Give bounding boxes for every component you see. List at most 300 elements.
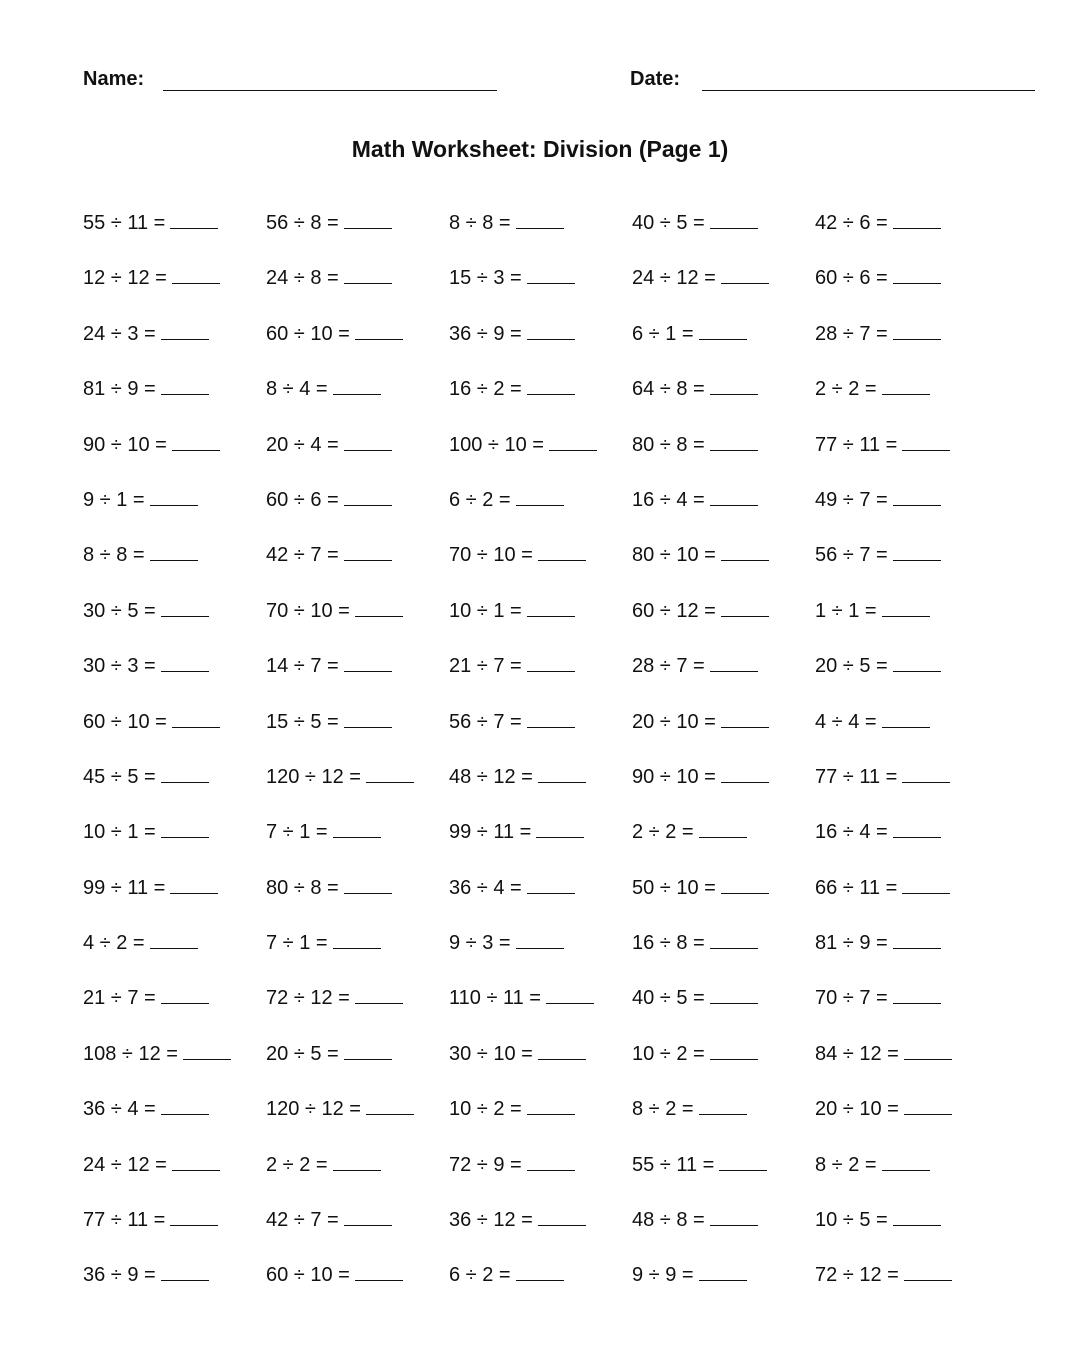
problem-item	[266, 321, 403, 347]
answer-blank[interactable]	[710, 432, 758, 451]
problem-text: 10 ÷ 2 =	[632, 1042, 705, 1065]
problem-text: 36 ÷ 4 =	[83, 1098, 156, 1121]
answer-blank[interactable]	[893, 653, 941, 672]
answer-blank[interactable]	[893, 487, 941, 506]
problem-item	[449, 210, 564, 236]
problem-text: 24 ÷ 12 =	[632, 267, 716, 290]
problem-item	[83, 1041, 231, 1067]
problem-item	[815, 1262, 952, 1288]
problem-item	[632, 1152, 767, 1178]
problem-item	[815, 1152, 930, 1178]
date-field[interactable]	[702, 90, 1035, 91]
answer-blank[interactable]	[344, 1207, 392, 1226]
problem-text: 12 ÷ 12 =	[83, 267, 167, 290]
problem-row	[83, 875, 1023, 930]
answer-blank[interactable]	[882, 1152, 930, 1171]
problem-text: 6 ÷ 2 =	[449, 1264, 511, 1287]
answer-blank[interactable]	[333, 376, 381, 395]
problem-text: 60 ÷ 6 =	[815, 267, 888, 290]
answer-blank[interactable]	[536, 819, 584, 838]
answer-blank[interactable]	[161, 376, 209, 395]
problem-item	[815, 875, 950, 901]
answer-blank[interactable]	[710, 376, 758, 395]
problem-text: 4 ÷ 2 =	[83, 932, 145, 955]
answer-blank[interactable]	[710, 1207, 758, 1226]
problem-row	[83, 265, 1023, 320]
problem-item	[83, 1152, 220, 1178]
problem-text: 60 ÷ 10 =	[266, 322, 350, 345]
problem-item	[83, 875, 218, 901]
answer-blank[interactable]	[355, 1262, 403, 1281]
problem-text: 30 ÷ 5 =	[83, 599, 156, 622]
problem-row	[83, 1262, 1023, 1317]
problem-text: 40 ÷ 5 =	[632, 212, 705, 234]
answer-blank[interactable]	[904, 1041, 952, 1060]
problem-text: 45 ÷ 5 =	[83, 765, 156, 788]
problem-item	[815, 709, 930, 735]
problem-text: 42 ÷ 7 =	[266, 1209, 339, 1232]
problem-text: 48 ÷ 12 =	[449, 765, 533, 788]
problem-text: 8 ÷ 4 =	[266, 378, 328, 401]
problem-item	[815, 210, 941, 236]
problem-text: 28 ÷ 7 =	[815, 322, 888, 345]
problem-item	[632, 210, 758, 236]
problem-item	[266, 709, 392, 735]
problem-item	[83, 542, 198, 568]
problem-item	[449, 709, 575, 735]
problem-item	[83, 985, 209, 1011]
problem-item	[632, 376, 758, 402]
problem-item	[83, 321, 209, 347]
answer-blank[interactable]	[161, 1096, 209, 1115]
problem-text: 9 ÷ 3 =	[449, 932, 511, 955]
problem-text: 60 ÷ 6 =	[266, 488, 339, 511]
answer-blank[interactable]	[150, 542, 198, 561]
answer-blank[interactable]	[355, 598, 403, 617]
problem-item	[449, 542, 586, 568]
problem-text: 120 ÷ 12 =	[266, 1098, 361, 1121]
answer-blank[interactable]	[893, 265, 941, 284]
problem-text: 16 ÷ 8 =	[632, 932, 705, 955]
problem-text: 40 ÷ 5 =	[632, 987, 705, 1010]
answer-blank[interactable]	[344, 653, 392, 672]
answer-blank[interactable]	[161, 598, 209, 617]
answer-blank[interactable]	[527, 1152, 575, 1171]
problem-text: 21 ÷ 7 =	[449, 655, 522, 678]
problem-item	[449, 1152, 575, 1178]
problem-text: 20 ÷ 4 =	[266, 433, 339, 456]
problem-item	[449, 487, 564, 513]
problem-text: 9 ÷ 1 =	[83, 488, 145, 511]
problem-row	[83, 709, 1023, 764]
problem-item	[449, 764, 586, 790]
answer-blank[interactable]	[172, 432, 220, 451]
problem-item	[266, 930, 381, 956]
problem-item	[266, 1262, 403, 1288]
problem-row	[83, 985, 1023, 1040]
problem-text: 77 ÷ 11 =	[83, 1209, 166, 1232]
problem-text: 72 ÷ 9 =	[449, 1153, 522, 1176]
answer-blank[interactable]	[699, 1096, 747, 1115]
problem-row	[83, 542, 1023, 597]
problem-text: 20 ÷ 10 =	[815, 1098, 899, 1121]
problem-item	[449, 819, 584, 845]
problem-item	[632, 321, 747, 347]
problem-item	[815, 265, 941, 291]
problem-item	[266, 1096, 414, 1122]
problem-text: 10 ÷ 5 =	[815, 1209, 888, 1232]
problem-text: 10 ÷ 2 =	[449, 1098, 522, 1121]
problem-text: 16 ÷ 4 =	[632, 488, 705, 511]
problem-item	[266, 265, 392, 291]
answer-blank[interactable]	[721, 265, 769, 284]
problem-text: 81 ÷ 9 =	[83, 378, 156, 401]
problem-text: 70 ÷ 10 =	[449, 544, 533, 567]
answer-blank[interactable]	[172, 709, 220, 728]
problem-text: 36 ÷ 12 =	[449, 1209, 533, 1232]
answer-blank[interactable]	[161, 653, 209, 672]
problem-text: 48 ÷ 8 =	[632, 1209, 705, 1232]
problem-text: 60 ÷ 10 =	[266, 1264, 350, 1287]
answer-blank[interactable]	[902, 432, 950, 451]
problem-text: 56 ÷ 7 =	[449, 710, 522, 733]
problem-item	[266, 487, 392, 513]
answer-blank[interactable]	[172, 265, 220, 284]
problem-text: 81 ÷ 9 =	[815, 932, 888, 955]
answer-blank[interactable]	[172, 1152, 220, 1171]
problem-text: 36 ÷ 4 =	[449, 876, 522, 899]
answer-blank[interactable]	[355, 985, 403, 1004]
answer-blank[interactable]	[893, 542, 941, 561]
answer-blank[interactable]	[161, 985, 209, 1004]
problem-text: 77 ÷ 11 =	[815, 433, 898, 456]
answer-blank[interactable]	[516, 930, 564, 949]
answer-blank[interactable]	[527, 709, 575, 728]
problem-text: 24 ÷ 3 =	[83, 322, 156, 345]
problem-text: 49 ÷ 7 =	[815, 488, 888, 511]
problem-text: 1 ÷ 1 =	[815, 599, 877, 622]
problem-item	[266, 653, 392, 679]
problem-item	[83, 709, 220, 735]
answer-blank[interactable]	[161, 764, 209, 783]
problem-item	[266, 432, 392, 458]
problem-text: 64 ÷ 8 =	[632, 378, 705, 401]
answer-blank[interactable]	[527, 376, 575, 395]
answer-blank[interactable]	[546, 985, 594, 1004]
page-title: Math Worksheet: Division (Page 1)	[351, 136, 729, 162]
problem-row	[83, 487, 1023, 542]
answer-blank[interactable]	[549, 432, 597, 451]
problem-text: 120 ÷ 12 =	[266, 765, 361, 788]
problem-item	[815, 542, 941, 568]
problem-text: 99 ÷ 11 =	[449, 821, 532, 844]
problem-text: 24 ÷ 12 =	[83, 1153, 167, 1176]
answer-blank[interactable]	[516, 1262, 564, 1281]
problem-item	[83, 1262, 209, 1288]
problem-item	[449, 930, 564, 956]
answer-blank[interactable]	[527, 321, 575, 340]
problem-item	[449, 321, 575, 347]
problem-item	[815, 1041, 952, 1067]
answer-blank[interactable]	[527, 598, 575, 617]
problem-text: 36 ÷ 9 =	[83, 1264, 156, 1287]
problem-item	[266, 542, 392, 568]
answer-blank[interactable]	[344, 709, 392, 728]
answer-blank[interactable]	[333, 819, 381, 838]
problem-item	[83, 930, 198, 956]
problem-item	[815, 819, 941, 845]
problem-item	[266, 764, 414, 790]
problem-row	[83, 1207, 1023, 1262]
problem-row	[83, 1152, 1023, 1207]
problem-text: 72 ÷ 12 =	[266, 987, 350, 1010]
answer-blank[interactable]	[516, 487, 564, 506]
answer-blank[interactable]	[355, 321, 403, 340]
answer-blank[interactable]	[333, 930, 381, 949]
answer-blank[interactable]	[344, 487, 392, 506]
problem-item	[632, 1096, 747, 1122]
problem-row	[83, 653, 1023, 708]
problem-item	[83, 487, 198, 513]
answer-blank[interactable]	[344, 1041, 392, 1060]
answer-blank[interactable]	[721, 542, 769, 561]
problem-text: 72 ÷ 12 =	[815, 1264, 899, 1287]
problem-item	[632, 1262, 747, 1288]
problem-item	[266, 1152, 381, 1178]
answer-blank[interactable]	[699, 321, 747, 340]
problem-text: 8 ÷ 2 =	[632, 1098, 694, 1121]
problem-item	[632, 432, 758, 458]
answer-blank[interactable]	[710, 930, 758, 949]
answer-blank[interactable]	[882, 598, 930, 617]
answer-blank[interactable]	[344, 432, 392, 451]
answer-blank[interactable]	[710, 985, 758, 1004]
answer-blank[interactable]	[527, 653, 575, 672]
date-label: Date:	[630, 68, 681, 90]
problem-text: 80 ÷ 10 =	[632, 544, 716, 567]
answer-blank[interactable]	[893, 819, 941, 838]
problem-item	[83, 819, 209, 845]
problem-row	[83, 598, 1023, 653]
answer-blank[interactable]	[904, 1096, 952, 1115]
problem-item	[632, 653, 758, 679]
problem-item	[83, 432, 220, 458]
answer-blank[interactable]	[893, 985, 941, 1004]
problem-text: 80 ÷ 8 =	[632, 433, 705, 456]
answer-blank[interactable]	[344, 542, 392, 561]
problem-text: 2 ÷ 2 =	[266, 1153, 328, 1176]
problem-row	[83, 210, 1023, 265]
answer-blank[interactable]	[516, 210, 564, 229]
answer-blank[interactable]	[721, 764, 769, 783]
problem-item	[815, 930, 941, 956]
answer-blank[interactable]	[366, 764, 414, 783]
problem-item	[266, 1207, 392, 1233]
problem-item	[815, 432, 950, 458]
answer-blank[interactable]	[366, 1096, 414, 1115]
problem-text: 60 ÷ 10 =	[83, 710, 167, 733]
problem-text: 30 ÷ 3 =	[83, 655, 156, 678]
problem-item	[83, 1096, 209, 1122]
problem-item	[266, 598, 403, 624]
answer-blank[interactable]	[161, 1262, 209, 1281]
answer-blank[interactable]	[150, 930, 198, 949]
answer-blank[interactable]	[538, 764, 586, 783]
answer-blank[interactable]	[333, 1152, 381, 1171]
problem-item	[632, 487, 758, 513]
problem-item	[83, 653, 209, 679]
answer-blank[interactable]	[721, 875, 769, 894]
problem-text: 66 ÷ 11 =	[815, 876, 898, 899]
problem-item	[632, 265, 769, 291]
problem-text: 6 ÷ 2 =	[449, 488, 511, 511]
problem-text: 77 ÷ 11 =	[815, 765, 898, 788]
problem-text: 36 ÷ 9 =	[449, 322, 522, 345]
problem-text: 55 ÷ 11 =	[83, 212, 166, 234]
problem-text: 24 ÷ 8 =	[266, 267, 339, 290]
answer-blank[interactable]	[710, 1041, 758, 1060]
problem-text: 14 ÷ 7 =	[266, 655, 339, 678]
problem-item	[815, 487, 941, 513]
problem-item	[632, 1041, 758, 1067]
problem-item	[449, 1262, 564, 1288]
problem-row	[83, 1041, 1023, 1096]
answer-blank[interactable]	[893, 930, 941, 949]
problem-item	[632, 1207, 758, 1233]
problem-item	[266, 985, 403, 1011]
problem-text: 7 ÷ 1 =	[266, 821, 328, 844]
answer-blank[interactable]	[344, 875, 392, 894]
answer-blank[interactable]	[344, 210, 392, 229]
problem-text: 28 ÷ 7 =	[632, 655, 705, 678]
problem-text: 42 ÷ 7 =	[266, 544, 339, 567]
problem-text: 8 ÷ 8 =	[83, 544, 145, 567]
problem-text: 100 ÷ 10 =	[449, 433, 544, 456]
problem-row	[83, 764, 1023, 819]
name-field[interactable]	[163, 90, 497, 91]
problem-item	[632, 819, 747, 845]
answer-blank[interactable]	[882, 376, 930, 395]
problem-text: 8 ÷ 8 =	[449, 212, 511, 234]
answer-blank[interactable]	[699, 819, 747, 838]
answer-blank[interactable]	[170, 210, 218, 229]
problem-item	[449, 265, 575, 291]
answer-blank[interactable]	[538, 1041, 586, 1060]
problem-text: 9 ÷ 9 =	[632, 1264, 694, 1287]
problem-item	[83, 265, 220, 291]
answer-blank[interactable]	[902, 764, 950, 783]
answer-blank[interactable]	[710, 653, 758, 672]
problem-item	[815, 764, 950, 790]
answer-blank[interactable]	[893, 321, 941, 340]
problem-text: 55 ÷ 11 =	[632, 1153, 715, 1176]
problem-text: 20 ÷ 5 =	[266, 1042, 339, 1065]
problem-item	[83, 598, 209, 624]
problem-row	[83, 432, 1023, 487]
problem-text: 2 ÷ 2 =	[815, 378, 877, 401]
problem-item	[449, 432, 597, 458]
answer-blank[interactable]	[527, 1096, 575, 1115]
answer-blank[interactable]	[699, 1262, 747, 1281]
problem-text: 99 ÷ 11 =	[83, 876, 166, 899]
answer-blank[interactable]	[527, 875, 575, 894]
answer-blank[interactable]	[538, 1207, 586, 1226]
answer-blank[interactable]	[710, 210, 758, 229]
problem-row	[83, 819, 1023, 874]
answer-blank[interactable]	[882, 709, 930, 728]
problem-item	[632, 875, 769, 901]
answer-blank[interactable]	[721, 709, 769, 728]
problem-text: 21 ÷ 7 =	[83, 987, 156, 1010]
answer-blank[interactable]	[183, 1041, 231, 1060]
problem-item	[449, 1096, 575, 1122]
answer-blank[interactable]	[170, 875, 218, 894]
answer-blank[interactable]	[538, 542, 586, 561]
problem-text: 7 ÷ 1 =	[266, 932, 328, 955]
problem-row	[83, 321, 1023, 376]
problem-text: 56 ÷ 7 =	[815, 544, 888, 567]
problem-item	[449, 1041, 586, 1067]
answer-blank[interactable]	[344, 265, 392, 284]
problem-item	[83, 210, 218, 236]
answer-blank[interactable]	[893, 1207, 941, 1226]
problem-row	[83, 376, 1023, 431]
problem-text: 15 ÷ 3 =	[449, 267, 522, 290]
problem-item	[449, 985, 594, 1011]
problem-grid	[83, 210, 1023, 1318]
problem-text: 70 ÷ 7 =	[815, 987, 888, 1010]
problem-item	[266, 210, 392, 236]
problem-text: 84 ÷ 12 =	[815, 1042, 899, 1065]
answer-blank[interactable]	[170, 1207, 218, 1226]
problem-item	[815, 321, 941, 347]
header	[0, 64, 1080, 98]
problem-text: 80 ÷ 8 =	[266, 876, 339, 899]
problem-item	[632, 764, 769, 790]
problem-row	[83, 930, 1023, 985]
problem-text: 42 ÷ 6 =	[815, 212, 888, 234]
problem-text: 2 ÷ 2 =	[632, 821, 694, 844]
problem-item	[266, 819, 381, 845]
problem-item	[83, 764, 209, 790]
problem-text: 20 ÷ 10 =	[632, 710, 716, 733]
answer-blank[interactable]	[161, 819, 209, 838]
problem-text: 108 ÷ 12 =	[83, 1042, 178, 1065]
answer-blank[interactable]	[904, 1262, 952, 1281]
problem-text: 50 ÷ 10 =	[632, 876, 716, 899]
problem-text: 16 ÷ 2 =	[449, 378, 522, 401]
problem-item	[632, 542, 769, 568]
answer-blank[interactable]	[161, 321, 209, 340]
problem-item	[815, 1207, 941, 1233]
problem-item	[83, 376, 209, 402]
answer-blank[interactable]	[902, 875, 950, 894]
answer-blank[interactable]	[721, 598, 769, 617]
problem-text: 110 ÷ 11 =	[449, 987, 541, 1010]
problem-row	[83, 1096, 1023, 1151]
problem-item	[449, 598, 575, 624]
problem-text: 15 ÷ 5 =	[266, 710, 339, 733]
answer-blank[interactable]	[719, 1152, 767, 1171]
problem-item	[632, 930, 758, 956]
answer-blank[interactable]	[710, 487, 758, 506]
problem-text: 10 ÷ 1 =	[449, 599, 522, 622]
problem-text: 8 ÷ 2 =	[815, 1153, 877, 1176]
answer-blank[interactable]	[150, 487, 198, 506]
answer-blank[interactable]	[893, 210, 941, 229]
answer-blank[interactable]	[527, 265, 575, 284]
problem-item	[83, 1207, 218, 1233]
